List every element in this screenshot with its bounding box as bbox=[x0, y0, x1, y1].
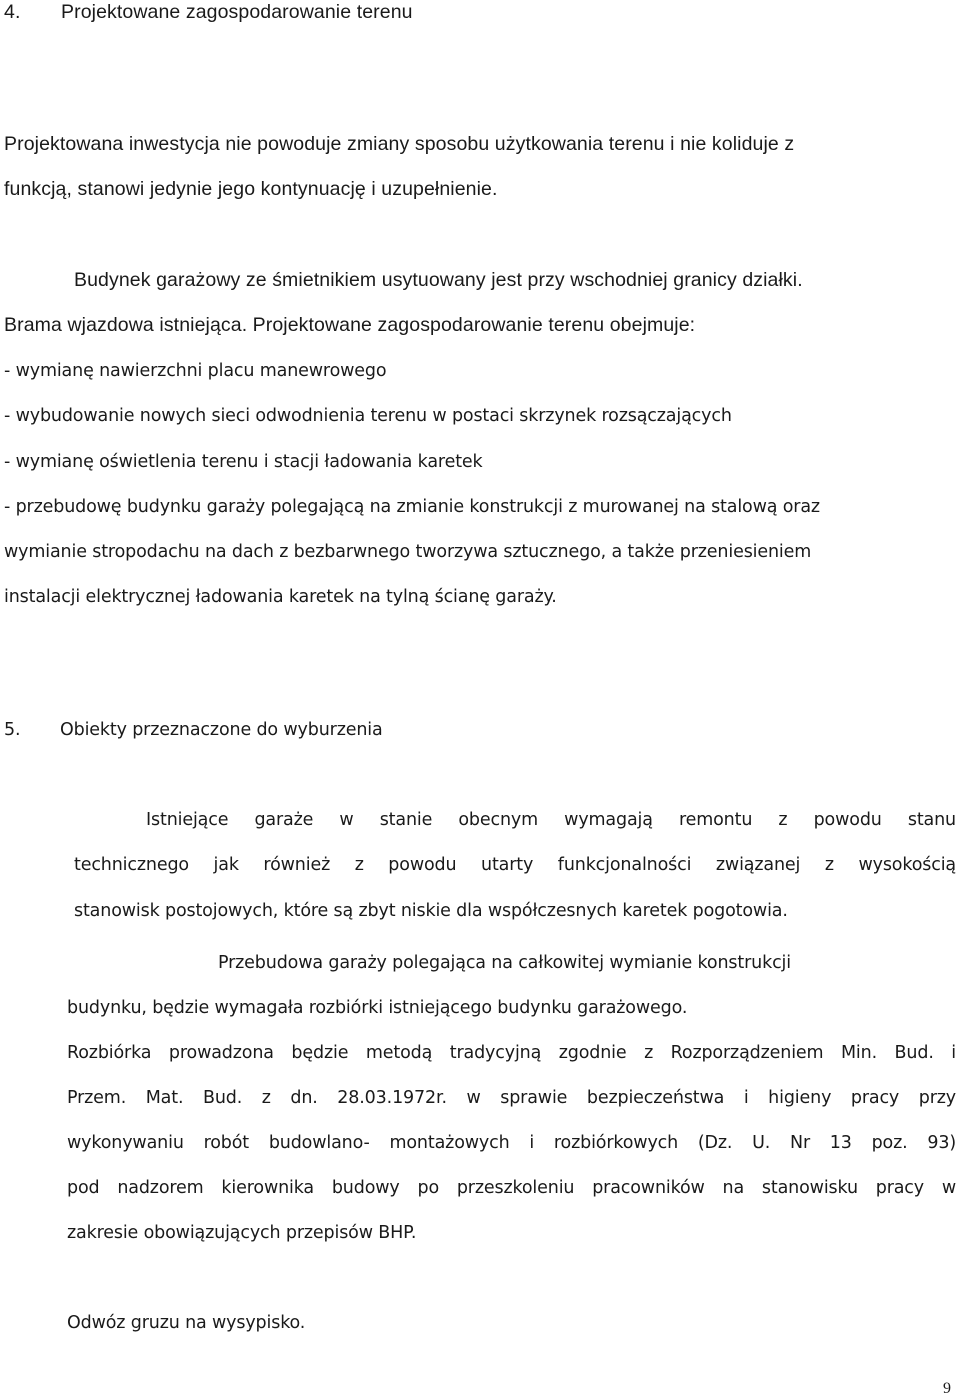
paragraph-line: stanowisk postojowych, które są zbyt niskie dla współczesnych karetek pogotowia. bbox=[74, 901, 788, 921]
paragraph-line: Przem. Mat. Bud. z dn. 28.03.1972r. w sprawie bezpieczeństwa i higieny pracy przy bbox=[67, 1088, 956, 1108]
paragraph-line: Istniejące garaże w stanie obecnym wymagają remontu z powodu stanu bbox=[146, 810, 956, 830]
paragraph-line: Budynek garażowy ze śmietnikiem usytuowany jest przy wschodniej granicy działki. bbox=[74, 269, 803, 291]
paragraph-line: pod nadzorem kierownika budowy po przeszkoleniu pracowników na stanowisku pracy w bbox=[67, 1178, 956, 1198]
paragraph-line: zakresie obowiązujących przepisów BHP. bbox=[67, 1223, 417, 1243]
list-item: - wymianę nawierzchni placu manewrowego bbox=[4, 361, 387, 381]
list-item: - wybudowanie nowych sieci odwodnienia terenu w postaci skrzynek rozsączających bbox=[4, 406, 732, 426]
paragraph-line: Projektowana inwestycja nie powoduje zmiany sposobu użytkowania terenu i nie koliduje z bbox=[4, 133, 795, 155]
paragraph-line bbox=[4, 313, 695, 337]
list-item: - wymianę oświetlenia terenu i stacji ładowania karetek bbox=[4, 452, 483, 472]
list-item: instalacji elektrycznej ładowania karetek na tylną ścianę garaży. bbox=[4, 587, 557, 607]
paragraph-line: wykonywaniu robót budowlano- montażowych i rozbiórkowych (Dz. U. Nr 13 poz. 93) bbox=[67, 1133, 956, 1153]
paragraph-rubble: Odwóz gruzu na wysypisko. bbox=[67, 1313, 306, 1333]
section-4-number: 4. bbox=[4, 1, 21, 23]
paragraph-line: Przebudowa garaży polegająca na całkowitej wymianie konstrukcji bbox=[218, 953, 791, 973]
page-number: 9 bbox=[943, 1380, 951, 1397]
list-item: wymianie stropodachu na dach z bezbarwnego tworzywa sztucznego, a także przeniesieniem bbox=[4, 542, 812, 562]
paragraph-line: technicznego jak również z powodu utarty funkcjonalności związanej z wysokością bbox=[74, 855, 956, 875]
paragraph-line: Rozbiórka prowadzona będzie metodą tradycyjną zgodnie z Rozporządzeniem Min. Bud. i bbox=[67, 1043, 956, 1063]
paragraph-text: Brama wjazdowa istniejąca. bbox=[4, 314, 248, 336]
list-item: - przebudowę budynku garaży polegającą na zmianie konstrukcji z murowanej na stalową oraz bbox=[4, 497, 820, 517]
paragraph-text: Projektowane zagospodarowanie terenu obejmuje: bbox=[252, 314, 696, 336]
section-4-title: Projektowane zagospodarowanie terenu bbox=[61, 1, 413, 23]
paragraph-line: funkcją, stanowi jedynie jego kontynuację i uzupełnienie. bbox=[4, 178, 498, 200]
section-5-title: Obiekty przeznaczone do wyburzenia bbox=[60, 720, 383, 740]
paragraph-line: budynku, będzie wymagała rozbiórki istniejącego budynku garażowego. bbox=[67, 998, 688, 1018]
section-5-number: 5. bbox=[4, 720, 21, 740]
